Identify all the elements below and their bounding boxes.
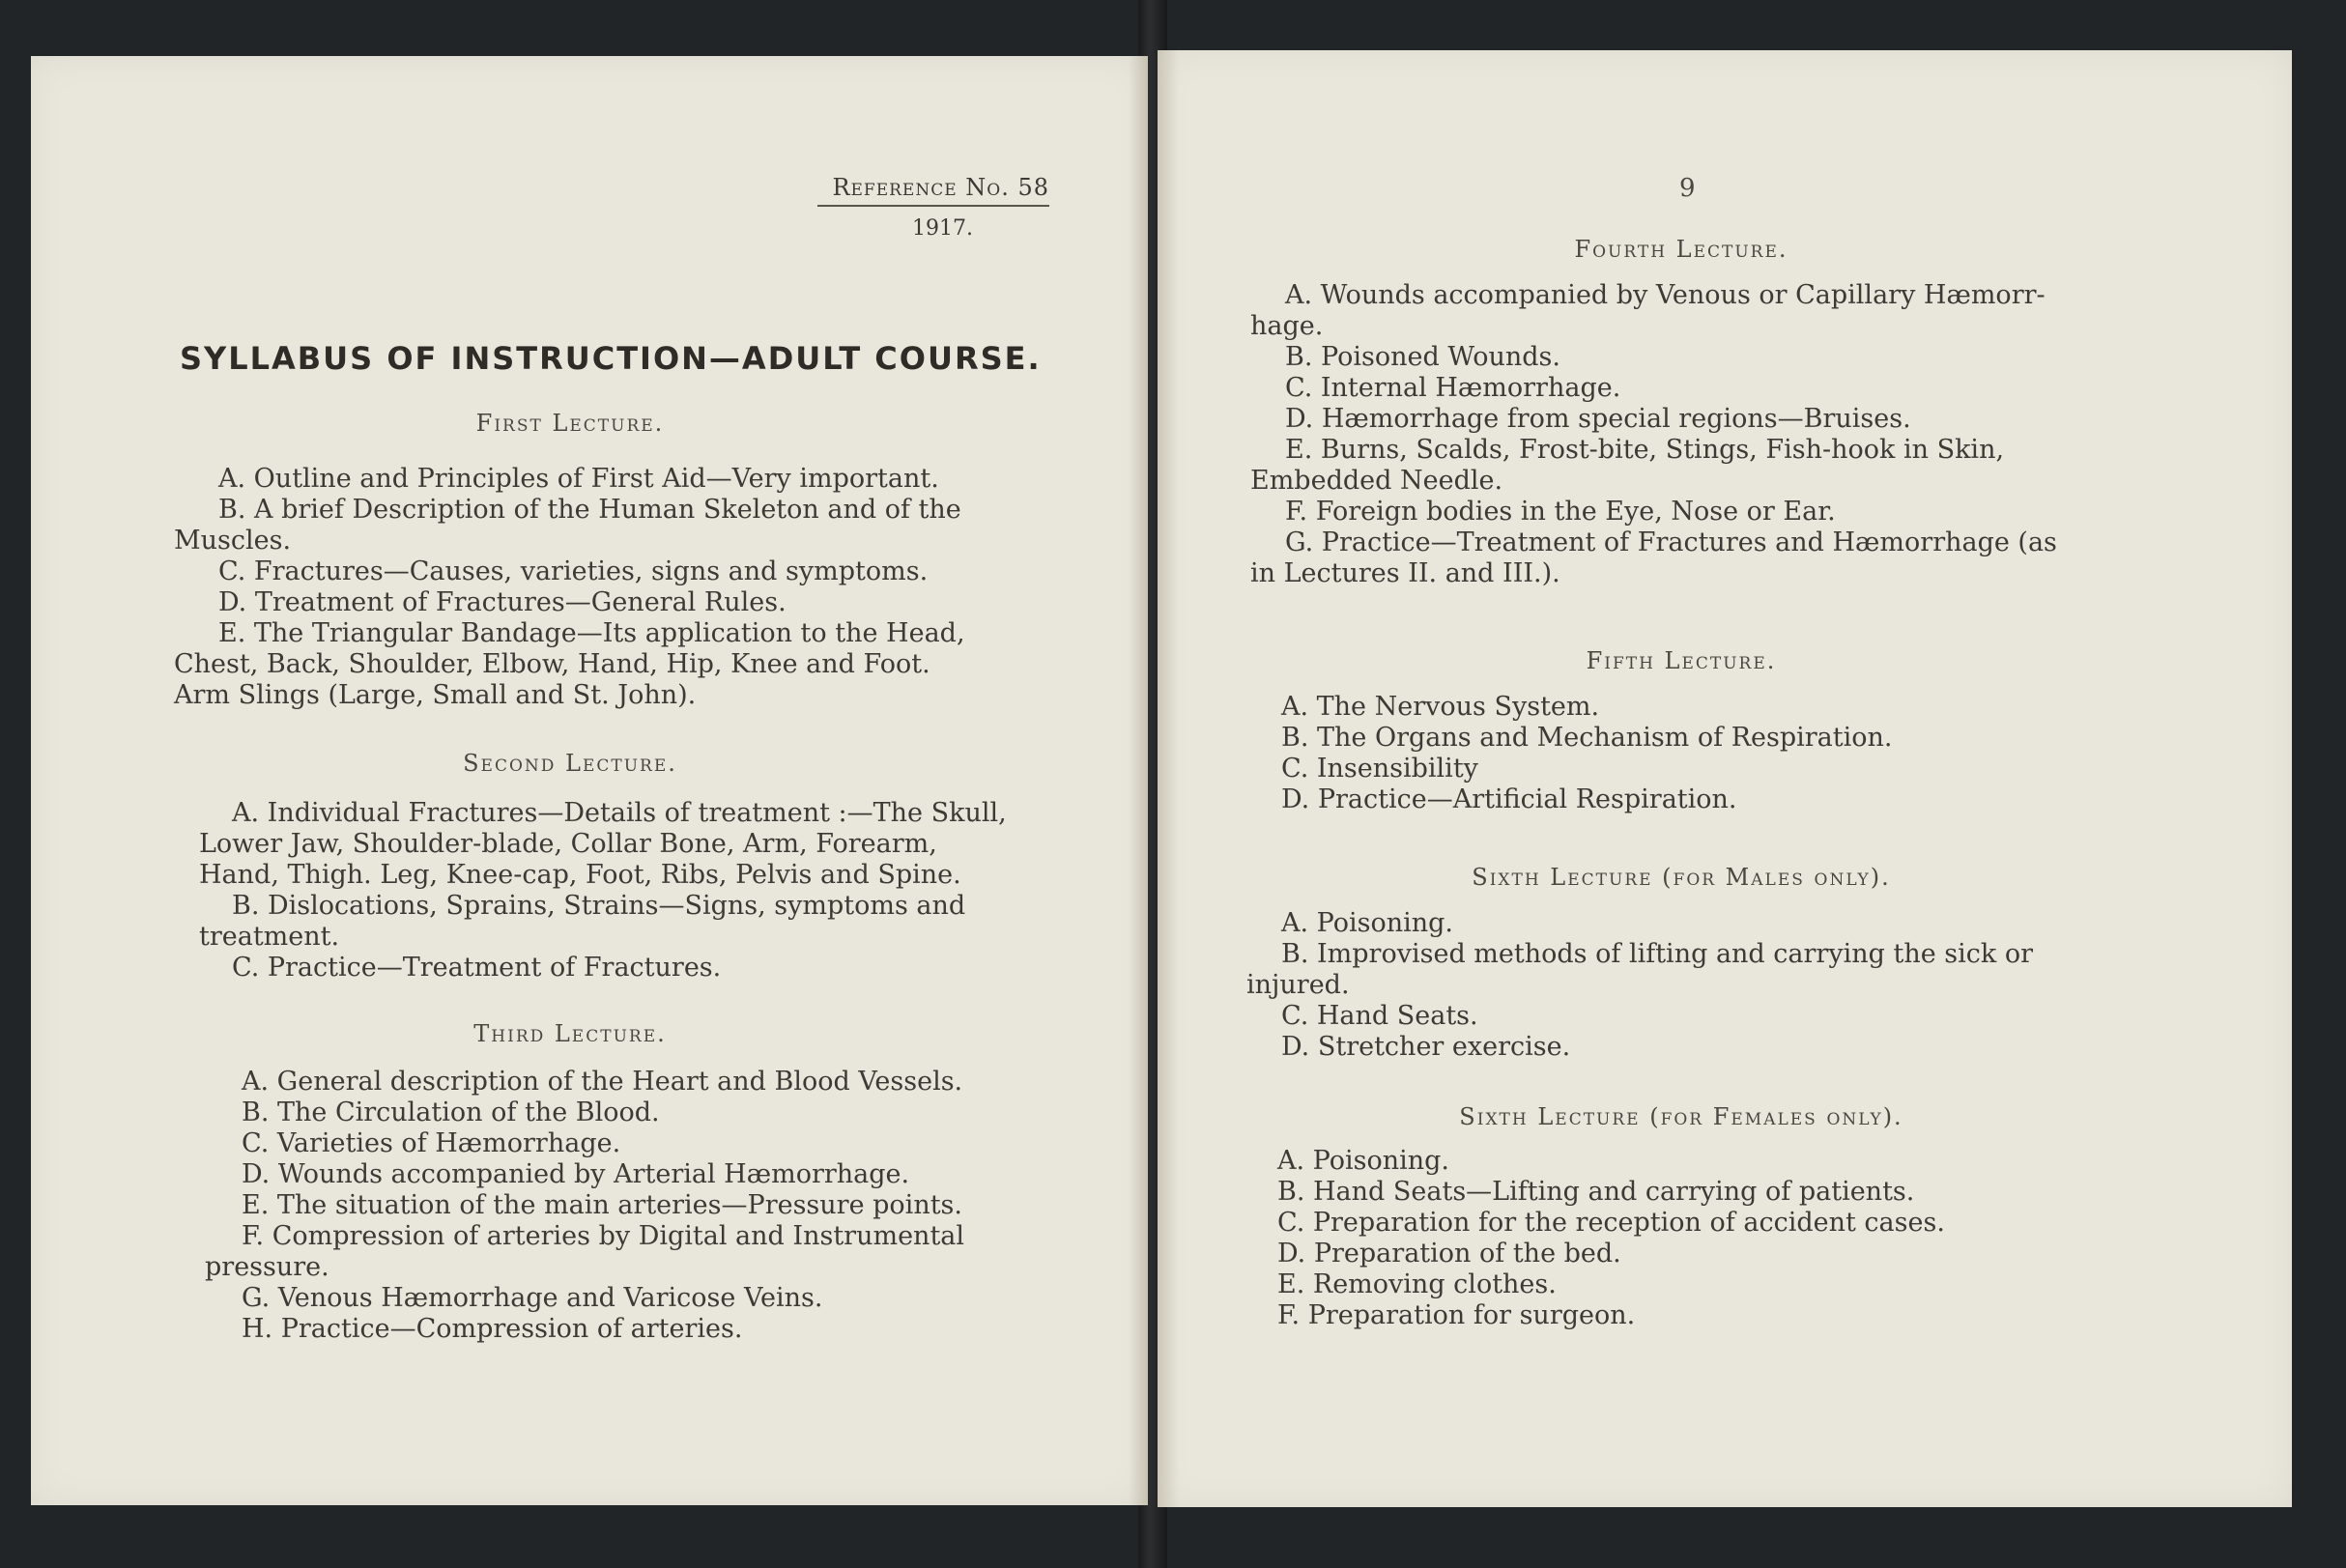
list-item: D. Wounds accompanied by Arterial Hæmorrhage.: [242, 1159, 910, 1189]
year: 1917.: [912, 216, 973, 241]
section-heading-third-lecture: Third Lecture.: [473, 1020, 667, 1047]
section-heading-sixth-lecture-males: Sixth Lecture (for Males only).: [1472, 864, 1891, 891]
list-item: C. Practice—Treatment of Fractures.: [232, 953, 722, 983]
list-item: Arm Slings (Large, Small and St. John).: [174, 680, 697, 710]
list-item: E. The Triangular Bandage—Its application to the Head,: [218, 618, 965, 648]
list-item: D. Practice—Artificial Respiration.: [1281, 784, 1737, 814]
left-gutter-shadow: [1129, 56, 1148, 1505]
list-item: E. The situation of the main arteries—Pressure points.: [242, 1190, 962, 1220]
list-item: D. Treatment of Fractures—General Rules.: [218, 587, 787, 617]
list-item: C. Internal Hæmorrhage.: [1285, 373, 1621, 403]
page-number: 9: [1679, 174, 1696, 203]
right-gutter-shadow: [1158, 50, 1179, 1507]
list-item: B. The Organs and Mechanism of Respiration.: [1281, 723, 1893, 753]
list-item: treatment.: [199, 922, 340, 952]
section-heading-sixth-lecture-females: Sixth Lecture (for Females only).: [1459, 1103, 1903, 1130]
list-item: C. Varieties of Hæmorrhage.: [242, 1128, 621, 1158]
list-item: D. Hæmorrhage from special regions—Bruises.: [1285, 404, 1911, 434]
list-item: F. Preparation for surgeon.: [1277, 1300, 1636, 1330]
list-item: B. Improvised methods of lifting and carrying the sick or: [1281, 939, 2033, 969]
list-item: pressure.: [205, 1252, 329, 1282]
list-item: G. Practice—Treatment of Fractures and Hæmorrhage (as: [1285, 527, 2057, 557]
list-item: Lower Jaw, Shoulder-blade, Collar Bone, Arm, Forearm,: [199, 829, 937, 859]
reference-text: Reference No. 58: [832, 174, 1049, 201]
list-item: Chest, Back, Shoulder, Elbow, Hand, Hip, Knee and Foot.: [174, 649, 930, 679]
list-item: A. Poisoning.: [1281, 908, 1454, 938]
list-item: B. Poisoned Wounds.: [1285, 342, 1560, 372]
list-item: B. Dislocations, Sprains, Strains—Signs, symptoms and: [232, 891, 966, 921]
list-item: F. Foreign bodies in the Eye, Nose or Ear.: [1285, 497, 1836, 527]
list-item: in Lectures II. and III.).: [1250, 558, 1560, 588]
list-item: Embedded Needle.: [1250, 466, 1503, 496]
list-item: A. Wounds accompanied by Venous or Capillary Hæmorr-: [1285, 280, 2046, 310]
section-heading-second-lecture: Second Lecture.: [463, 750, 677, 777]
list-item: A. Poisoning.: [1277, 1146, 1450, 1176]
list-item: F. Compression of arteries by Digital and Instrumental: [242, 1221, 965, 1251]
list-item: G. Venous Hæmorrhage and Varicose Veins.: [242, 1283, 823, 1313]
section-heading-fifth-lecture: Fifth Lecture.: [1586, 647, 1777, 674]
list-item: C. Insensibility: [1281, 754, 1478, 784]
list-item: Hand, Thigh. Leg, Knee-cap, Foot, Ribs, Pelvis and Spine.: [199, 860, 961, 890]
list-item: A. Individual Fractures—Details of treatment :—The Skull,: [232, 798, 1007, 828]
reference-underline: [817, 205, 1049, 207]
list-item: B. A brief Description of the Human Skeleton and of the: [218, 495, 961, 525]
page-title: SYLLABUS OF INSTRUCTION—ADULT COURSE.: [180, 340, 1042, 377]
section-heading-fourth-lecture: Fourth Lecture.: [1574, 236, 1788, 263]
list-item: C. Hand Seats.: [1281, 1001, 1478, 1031]
list-item: D. Stretcher exercise.: [1281, 1032, 1571, 1062]
list-item: A. Outline and Principles of First Aid—Very important.: [218, 464, 939, 494]
list-item: C. Fractures—Causes, varieties, signs and symptoms.: [218, 556, 929, 586]
section-heading-first-lecture: First Lecture.: [475, 410, 665, 437]
list-item: E. Removing clothes.: [1277, 1269, 1557, 1299]
list-item: A. General description of the Heart and Blood Vessels.: [242, 1067, 963, 1097]
list-item: D. Preparation of the bed.: [1277, 1239, 1621, 1269]
list-item: B. The Circulation of the Blood.: [242, 1098, 660, 1127]
list-item: Muscles.: [174, 526, 292, 556]
list-item: hage.: [1250, 311, 1324, 341]
list-item: H. Practice—Compression of arteries.: [242, 1314, 743, 1344]
list-item: injured.: [1246, 970, 1350, 1000]
reference-number: [817, 174, 1049, 207]
list-item: C. Preparation for the reception of accident cases.: [1277, 1208, 1945, 1238]
list-item: B. Hand Seats—Lifting and carrying of patients.: [1277, 1177, 1915, 1207]
list-item: A. The Nervous System.: [1281, 692, 1600, 722]
list-item: E. Burns, Scalds, Frost-bite, Stings, Fish-hook in Skin,: [1285, 435, 2005, 465]
